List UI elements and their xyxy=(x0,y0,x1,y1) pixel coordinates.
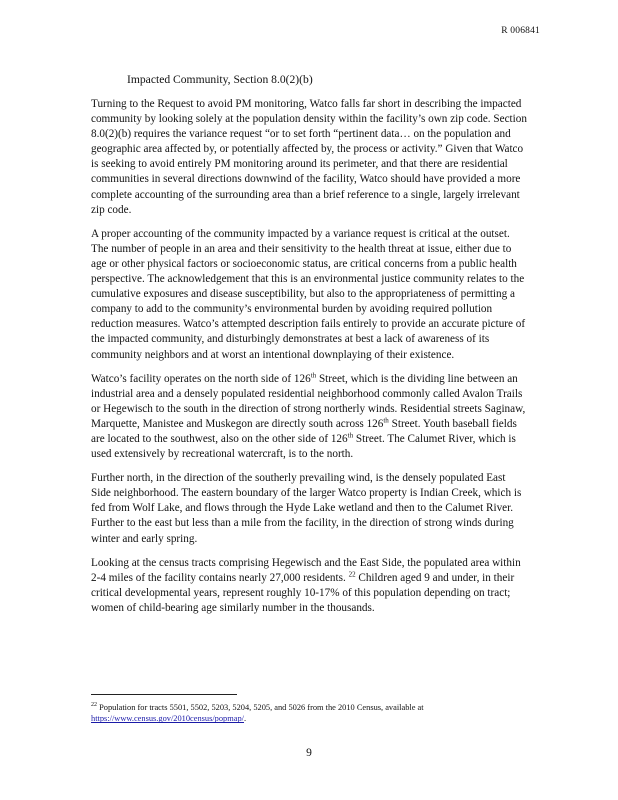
paragraph-5 xyxy=(91,556,528,616)
bates-number: R 006841 xyxy=(501,26,540,36)
paragraph-3 xyxy=(91,372,528,463)
paragraph-1: Turning to the Request to avoid PM monitoring, Watco falls far short in describing the impacted community by looking solely at the population density within the facility’s own zip code. Section 8.0(2)(b) requires the variance request “or to set forth “pertinent data… on the population and geographic area affected by, or potentially affected by, the process or activity.” Given that Watco is seeking to avoid entirely PM monitoring around its perimeter, and that there are residential communities in several directions downwind of the facility, Watco should have provided a more complete accounting of the surrounding area than a brief reference to a single, largely irrelevant zip code. xyxy=(91,98,527,216)
paragraph-3-part-1: Watco’s facility operates on the north side of 126 xyxy=(91,372,311,385)
paragraph-4: Further north, in the direction of the southerly prevailing wind, is the densely populated East Side neighborhood. The eastern boundary of the larger Watco property is Indian Creek, which is fed from Wolf Lake, and flows through the Hyde Lake wetland and then to the Calumet River. Further to the east but less than a mile from the facility, in the direction of strong winds during winter and early spring. xyxy=(91,472,522,545)
footnote-divider xyxy=(91,694,237,695)
footnote-reference[interactable]: 22 xyxy=(348,569,356,578)
footnote-text: Population for tracts 5501, 5502, 5203, 5204, 5205, and 5026 from the 2010 Census, available at xyxy=(97,703,424,712)
ordinal-suffix: th xyxy=(383,416,389,425)
paragraph-3-part-3: Street. Youth baseball fields are located to the southwest, also on the other side of 126 xyxy=(91,417,517,445)
paragraph-5-part-1: Looking at the census tracts comprising Hegewisch and the East Side, the populated area within 2-4 miles of the facility contains nearly 27,000 residents. xyxy=(91,556,521,584)
paragraph-2: A proper accounting of the community impacted by a variance request is critical at the outset. The number of people in an area and their sensitivity to the health threat at issue, either due to age or other physical factors or socioeconomic status, are critical concerns from a public health perspective. The acknowledgement that this is an environmental justice community relates to the cumulative exposures and disease susceptibility, but also to the appropriateness of permitting a company to add to the community’s environmental burden by avoiding required pollution reduction measures. Watco’s attempted description fails entirely to provide an accurate picture of the impacted community, and disturbingly demonstrates at best a lack of awareness of its community neighbors and at worst an intentional downplaying of their existence. xyxy=(91,227,526,361)
ordinal-suffix: th xyxy=(347,431,354,440)
footnote-marker: 22 xyxy=(91,702,97,709)
ordinal-suffix: th xyxy=(310,370,317,379)
footnote xyxy=(91,702,531,725)
paragraph-5-part-2: Children aged 9 and under, in their critical developmental years, represent roughly 10-17% of this population depending on tract; women of child-bearing age similarly number in the thousands. xyxy=(91,571,515,614)
page-number: 9 xyxy=(306,747,312,759)
section-heading: Impacted Community, Section 8.0(2)(b) xyxy=(127,73,313,86)
body-text xyxy=(91,97,528,625)
footnote-link-suffix: . xyxy=(244,714,247,724)
paragraph-3-part-2: Street, which is the dividing line between an industrial area and a densely populated residential neighborhood commonly called Avalon Trails or Hegewisch to the south in the direction of strong northerly winds. Residential streets Saginaw, Marquette, Manistee and Muskegon are directly south across 126 xyxy=(91,372,526,430)
census-link[interactable]: https://www.census.gov/2010census/popmap/ xyxy=(91,714,244,724)
paragraph-3-part-4: Street. The Calumet River, which is used extensively by recreational watercraft, is to the north. xyxy=(91,432,516,461)
